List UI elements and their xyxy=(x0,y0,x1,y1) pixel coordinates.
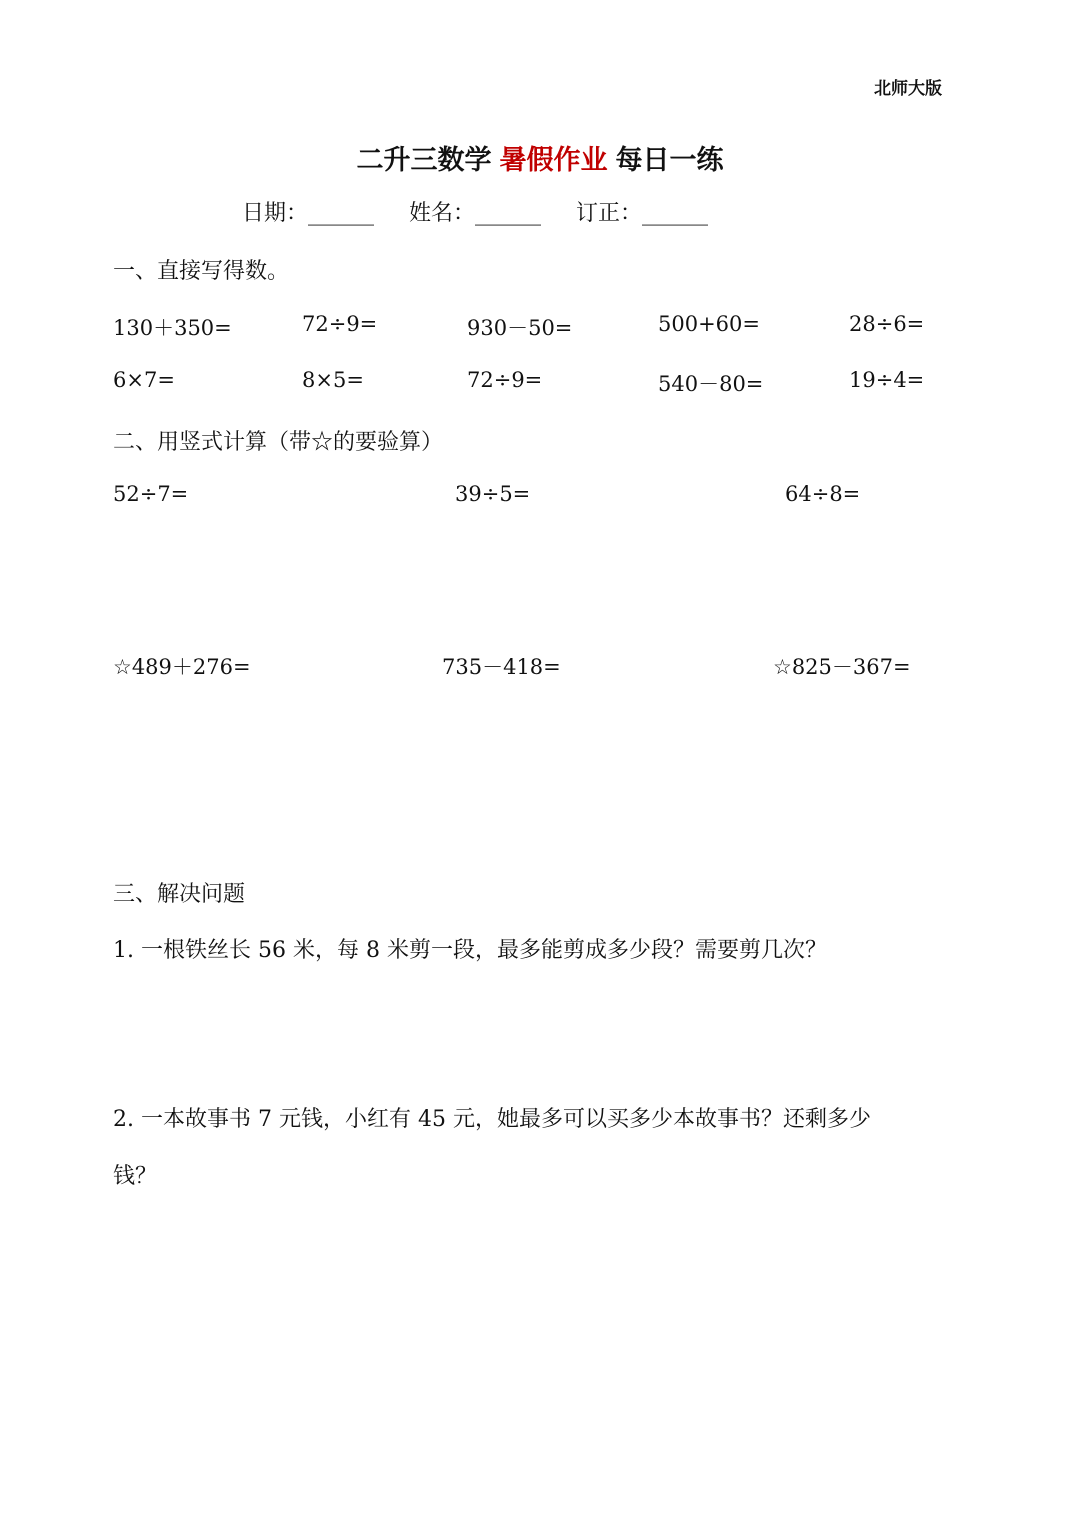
vertical-calc-question: 52÷7= xyxy=(113,482,189,506)
vertical-calc-question: 735－418= xyxy=(442,655,561,679)
title-suffix: 每日一练 xyxy=(615,145,724,176)
oral-question: 72÷9= xyxy=(467,368,543,392)
vertical-calc-question: 64÷8= xyxy=(785,482,861,506)
oral-question: 72÷9= xyxy=(302,312,378,336)
oral-question: 930－50= xyxy=(467,316,573,340)
vertical-calc-question: 39÷5= xyxy=(455,482,531,506)
oral-question: 540－80= xyxy=(658,372,764,396)
vertical-calc-question: ☆825－367= xyxy=(773,655,911,679)
correction-field: 订正：______ xyxy=(576,201,709,226)
word-problem-2-line1: 2. 一本故事书 7 元钱，小红有 45 元，她最多可以买多少本故事书？还剩多少 xyxy=(113,1107,871,1132)
section2-heading: 二、用竖式计算（带☆的要验算） xyxy=(113,430,444,455)
word-problem-2-line2: 钱？ xyxy=(113,1164,158,1189)
info-line xyxy=(242,196,708,227)
oral-question: 130＋350= xyxy=(113,316,232,340)
vertical-calc-question: ☆489＋276= xyxy=(113,655,251,679)
title-prefix: 二升三数学 xyxy=(356,145,492,176)
page-title xyxy=(0,138,1080,177)
oral-question: 8×5= xyxy=(302,368,364,392)
section3-heading: 三、解决问题 xyxy=(113,882,246,907)
title-highlight: 暑假作业 xyxy=(499,145,608,176)
oral-question: 28÷6= xyxy=(849,312,925,336)
name-field: 姓名：______ xyxy=(409,201,542,226)
oral-question: 500+60= xyxy=(658,312,760,336)
date-field: 日期：______ xyxy=(242,201,375,226)
section1-heading: 一、直接写得数。 xyxy=(113,259,290,284)
word-problem-1: 1. 一根铁丝长 56 米，每 8 米剪一段，最多能剪成多少段？需要剪几次？ xyxy=(113,938,827,963)
oral-question: 6×7= xyxy=(113,368,175,392)
edition-label: 北师大版 xyxy=(874,79,942,99)
oral-question: 19÷4= xyxy=(849,368,925,392)
